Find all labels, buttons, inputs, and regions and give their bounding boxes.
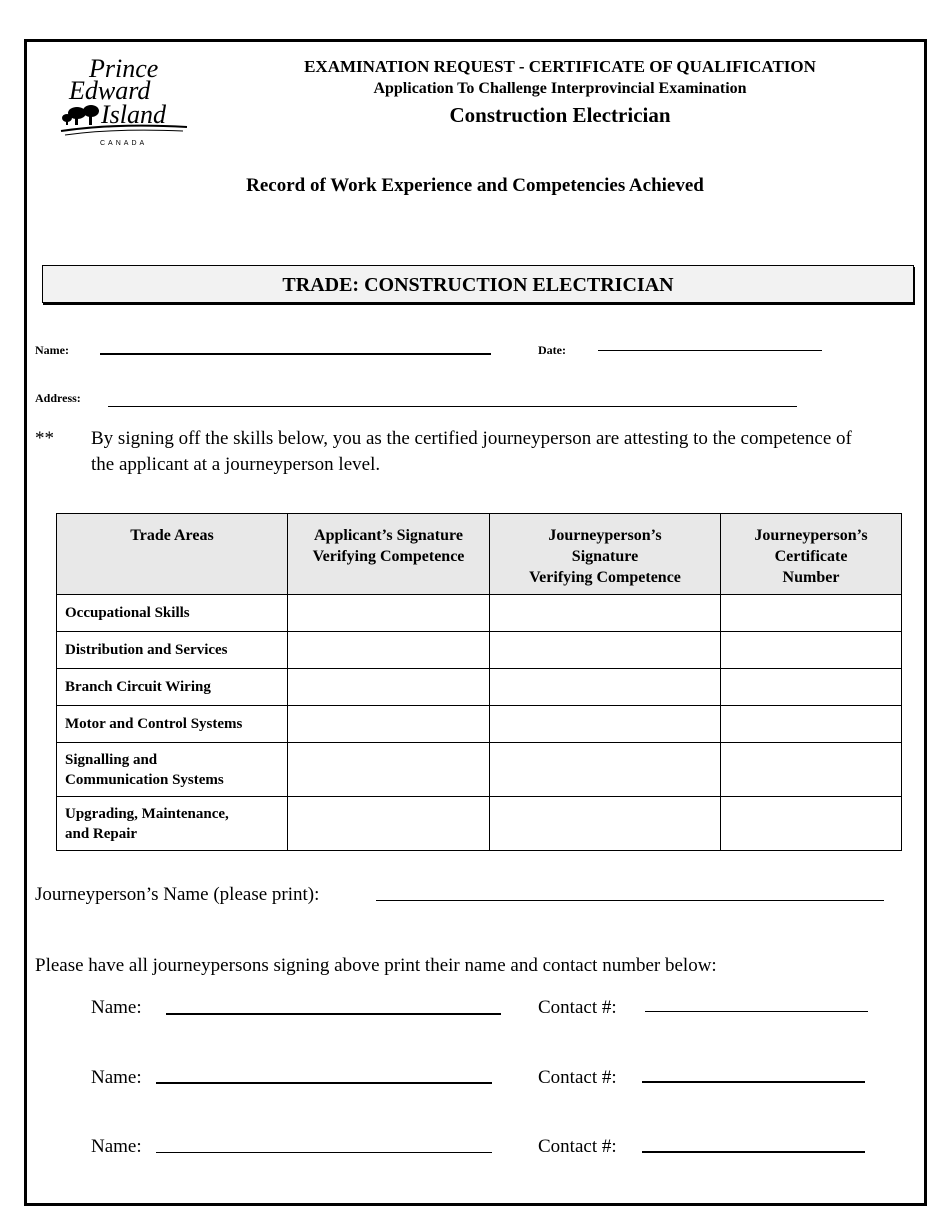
header-certificate-number: Journeyperson’s Certificate Number xyxy=(721,514,902,595)
certificate-number-cell[interactable] xyxy=(721,669,902,706)
contact-number-label-2: Contact #: xyxy=(538,1067,617,1088)
trade-area-cell: Distribution and Services xyxy=(57,632,288,669)
certificate-number-cell[interactable] xyxy=(721,743,902,797)
header-trade-areas: Trade Areas xyxy=(57,514,288,595)
applicant-signature-cell[interactable] xyxy=(288,706,490,743)
header-journeyperson-signature: Journeyperson’s Signature Verifying Competence xyxy=(490,514,721,595)
journeyperson-signature-cell[interactable] xyxy=(490,669,721,706)
contact-name-label-1: Name: xyxy=(91,997,142,1018)
header-trade: Construction Electrician xyxy=(449,103,671,127)
contact-number-field-2[interactable] xyxy=(642,1081,865,1083)
contact-name-label-2: Name: xyxy=(91,1067,142,1088)
journeyperson-name-field[interactable] xyxy=(376,900,884,901)
applicant-signature-cell[interactable] xyxy=(288,797,490,851)
applicant-signature-cell[interactable] xyxy=(288,743,490,797)
certificate-number-cell[interactable] xyxy=(721,797,902,851)
tree-icon xyxy=(62,105,99,125)
journeyperson-signature-cell[interactable] xyxy=(490,706,721,743)
logo-text-canada: CANADA xyxy=(100,140,148,147)
logo-text-island: Island xyxy=(101,100,166,129)
address-label: Address: xyxy=(35,391,81,405)
logo-text-prince: Prince xyxy=(89,55,159,83)
contact-number-field-1[interactable] xyxy=(645,1011,868,1012)
header-subtitle: Application To Challenge Interprovincial Examination xyxy=(373,80,747,97)
journeyperson-signature-cell[interactable] xyxy=(490,743,721,797)
table-row xyxy=(57,595,902,632)
applicant-signature-cell[interactable] xyxy=(288,669,490,706)
contact-number-label-3: Contact #: xyxy=(538,1136,617,1157)
trade-area-cell: Motor and Control Systems xyxy=(57,706,288,743)
table-row xyxy=(57,706,902,743)
contact-number-label-1: Contact #: xyxy=(538,997,617,1018)
table-row xyxy=(57,743,902,797)
table-row xyxy=(57,669,902,706)
header-applicant-signature: Applicant’s Signature Verifying Competence xyxy=(288,514,490,595)
contact-name-field-1[interactable] xyxy=(166,1013,501,1015)
pei-logo xyxy=(55,55,195,150)
contact-instruction: Please have all journeypersons signing above print their name and contact number below: xyxy=(35,955,717,976)
journeyperson-signature-cell[interactable] xyxy=(490,632,721,669)
applicant-signature-cell[interactable] xyxy=(288,595,490,632)
date-field[interactable] xyxy=(598,350,822,351)
certificate-number-cell[interactable] xyxy=(721,595,902,632)
trade-area-cell: Occupational Skills xyxy=(57,595,288,632)
name-label: Name: xyxy=(35,343,69,357)
attestation-text: By signing off the skills below, you as the certified journeyperson are attesting to the competence of the applicant at a journeyperson level. xyxy=(91,428,852,475)
table-row xyxy=(57,797,902,851)
contact-number-field-3[interactable] xyxy=(642,1151,865,1153)
trade-area-cell: Signalling and Communication Systems xyxy=(57,743,288,797)
record-title: Record of Work Experience and Competencies Achieved xyxy=(246,175,704,196)
trade-banner: TRADE: CONSTRUCTION ELECTRICIAN xyxy=(42,265,914,303)
logo-text-edward: Edward xyxy=(69,76,151,105)
certificate-number-cell[interactable] xyxy=(721,632,902,669)
certificate-number-cell[interactable] xyxy=(721,706,902,743)
table-row xyxy=(57,632,902,669)
attestation-marker: ** xyxy=(35,428,54,449)
table-header-row xyxy=(57,514,902,595)
contact-name-label-3: Name: xyxy=(91,1136,142,1157)
header-title: EXAMINATION REQUEST - CERTIFICATE OF QUALIFICATION xyxy=(304,57,816,76)
date-label: Date: xyxy=(538,343,566,357)
address-field[interactable] xyxy=(108,406,797,407)
contact-name-field-2[interactable] xyxy=(156,1082,492,1084)
applicant-signature-cell[interactable] xyxy=(288,632,490,669)
name-field[interactable] xyxy=(100,353,491,355)
journeyperson-name-label: Journeyperson’s Name (please print): xyxy=(35,884,320,905)
journeyperson-signature-cell[interactable] xyxy=(490,595,721,632)
contact-name-field-3[interactable] xyxy=(156,1152,492,1153)
competency-table xyxy=(56,513,902,851)
trade-area-cell: Upgrading, Maintenance, and Repair xyxy=(57,797,288,851)
journeyperson-signature-cell[interactable] xyxy=(490,797,721,851)
trade-area-cell: Branch Circuit Wiring xyxy=(57,669,288,706)
